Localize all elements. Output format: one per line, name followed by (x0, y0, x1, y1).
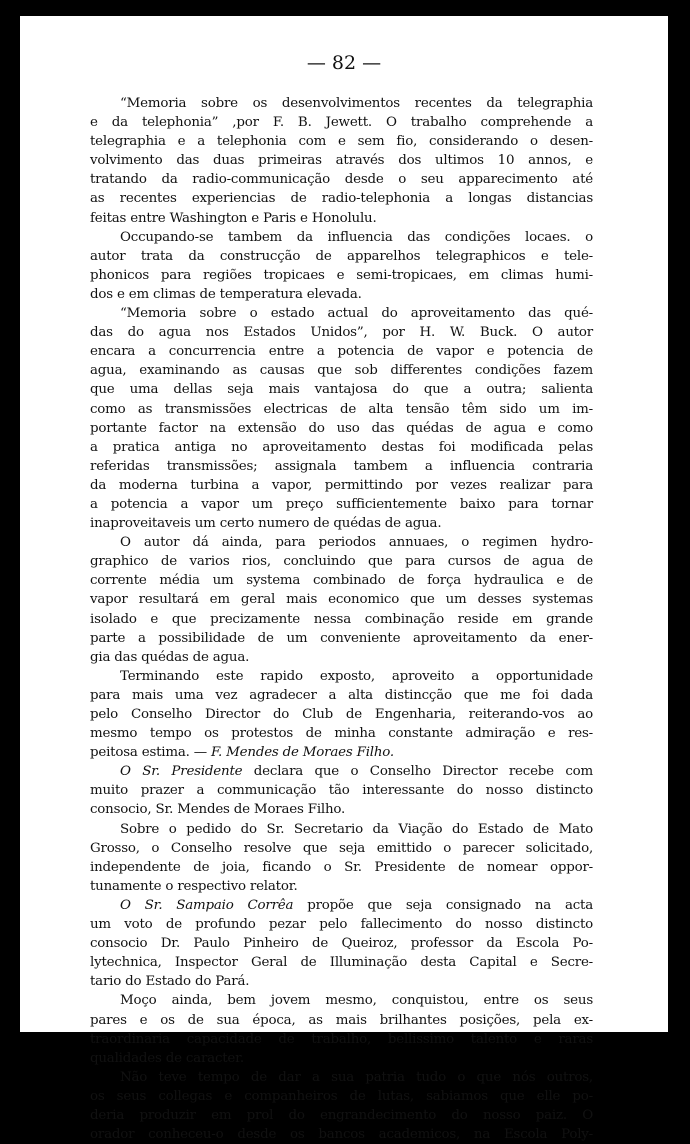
line-text: Terminando este rapido exposto, aproveito a opportunidade (120, 668, 593, 684)
text-line (90, 934, 593, 953)
text-line (90, 419, 593, 438)
line-text: encara a concurrencia entre a potencia de vapor e potencia de (90, 344, 593, 360)
text-line (90, 476, 593, 495)
line-text: Sobre o pedido do Sr. Secretario da Viação do Estado de Mato (120, 821, 593, 837)
text-line (90, 514, 593, 533)
text-line (90, 839, 593, 858)
text-line (90, 590, 593, 609)
text-line (90, 457, 593, 476)
page-number: — 82 — (306, 52, 382, 74)
line-text: que uma dellas seja mais vantajosa do que a outra; salienta (90, 382, 593, 398)
line-text: os seus collegas e companheiros de lutas, sabiamos que elle po- (90, 1088, 593, 1104)
text-line (90, 552, 593, 571)
line-text: “Memoria sobre os desenvolvimentos recentes da telegraphia (120, 96, 593, 111)
text-line (90, 132, 593, 151)
line-text: vapor resultará em geral mais economico que um desses systemas (90, 592, 593, 608)
text-line (90, 800, 593, 819)
line-text: inaproveitaveis um certo numero de quédas de agua. (90, 516, 442, 532)
text-line (90, 342, 593, 361)
text-line (90, 705, 593, 724)
line-text: das do agua nos Estados Unidos”, por H. W. Buck. O autor (90, 325, 593, 341)
line-text: feitas entre Washington e Paris e Honolulu. (90, 210, 377, 226)
text-line (90, 400, 593, 419)
text-line (90, 209, 593, 228)
line-text: corrente média um systema combinado de força hydraulica e de (90, 573, 593, 589)
line-text: da moderna turbina a vapor, permittindo por vezes realizar para (90, 477, 593, 493)
text-line (90, 571, 593, 590)
line-text: O autor dá ainda, para periodos annuaes, o regimen hydro- (120, 535, 593, 551)
text-line (90, 151, 593, 170)
text-line (90, 1125, 593, 1144)
text-line (90, 686, 593, 705)
line-text: volvimento das duas primeiras através dos ultimos 10 annos, e (90, 153, 593, 169)
line-text: independente de joia, ficando o Sr. Presidente de nomear oppor- (90, 859, 593, 875)
line-text: consocio Dr. Paulo Pinheiro de Queiroz, professor da Escola Po- (90, 936, 593, 952)
line-text: consocio, Sr. Mendes de Moraes Filho. (90, 802, 346, 818)
line-text: agua, examinando as causas que sob differentes condições fazem (90, 363, 593, 379)
line-text: mesmo tempo os protestos de minha constante admiração e res- (90, 726, 593, 742)
text-line (90, 724, 593, 743)
line-text: as recentes experiencias de radio-telephonia a longas distancias (90, 191, 593, 207)
text-line (90, 1049, 593, 1068)
line-text: muito prazer a communicação tão interessante do nosso distincto (90, 783, 593, 799)
line-text: graphico de varios rios, concluindo que para cursos de agua de (90, 554, 593, 570)
text-line (90, 896, 593, 915)
text-line (90, 495, 593, 514)
document-page (20, 16, 668, 1143)
line-text: tario do Estado do Pará. (90, 974, 250, 990)
line-text: pares e os de sua época, as mais brilhantes posições, pela ex- (90, 1012, 593, 1028)
text-line (90, 1011, 593, 1030)
line-text: parte a possibilidade de um conveniente aproveitamento da ener- (90, 630, 593, 646)
text-line (90, 743, 593, 762)
text-line (90, 94, 593, 113)
text-line (90, 1030, 593, 1049)
line-text: orador conheceu-o desde os bancos academicos, na Escola Poly- (90, 1127, 593, 1143)
text-line (90, 361, 593, 380)
text-line (90, 266, 593, 285)
body-text (90, 94, 593, 1144)
line-text: Não teve tempo de dar a sua patria tudo o que nós outros, (120, 1069, 593, 1085)
text-line (90, 323, 593, 342)
text-line (90, 781, 593, 800)
text-line (90, 1087, 593, 1106)
text-line (90, 610, 593, 629)
text-line (90, 648, 593, 667)
text-line (90, 972, 593, 991)
text-line (90, 1068, 593, 1087)
line-text-after: declara que o Conselho Director recebe com (242, 764, 593, 780)
text-line (90, 380, 593, 399)
line-text: telegraphia e a telephonia com e sem fio, considerando o desen- (90, 134, 593, 150)
line-text: lytechnica, Inspector Geral de Illuminação desta Capital e Secre- (90, 955, 593, 971)
line-text: isolado e que precizamente nessa combinação reside em grande (90, 611, 593, 627)
text-line (90, 533, 593, 552)
line-text: qualidades de caracter. (90, 1050, 244, 1066)
text-line (90, 170, 593, 189)
line-text: referidas transmissões; assignala tambem a influencia contraria (90, 458, 593, 474)
line-text: gia das quédas de agua. (90, 649, 250, 665)
italic-text: O Sr. Presidente (120, 764, 243, 780)
text-line (90, 285, 593, 304)
text-line (90, 820, 593, 839)
line-text: deria produzir em prol do engrandecimento do nosso paiz. O (90, 1107, 593, 1123)
line-text: Moço ainda, bem jovem mesmo, conquistou, entre os seus (120, 993, 593, 1009)
text-line (90, 991, 593, 1010)
text-line (90, 228, 593, 247)
line-text: phonicos para regiões tropicaes e semi-tropicaes, em climas humi- (90, 267, 593, 283)
line-text: portante factor na extensão do uso das quédas de agua e como (90, 420, 593, 436)
text-line (90, 953, 593, 972)
line-text: Grosso, o Conselho resolve que seja emittido o parecer solicitado, (90, 840, 593, 856)
text-line (90, 858, 593, 877)
line-text: a pratica antiga no aproveitamento destas foi modificada pelas (90, 439, 593, 455)
line-text: um voto de profundo pezar pelo fallecimento do nosso distincto (90, 917, 593, 933)
line-text: traordinaria capacidade de trabalho, bellissimo talento e raras (90, 1031, 593, 1047)
line-text: pelo Conselho Director do Club de Engenharia, reiterando-vos ao (90, 707, 593, 722)
line-text: tratando da radio-communicação desde o seu apparecimento até (90, 172, 593, 188)
line-text: e da telephonia” ,por F. B. Jewett. O trabalho comprehende a (90, 115, 593, 131)
text-line (90, 113, 593, 132)
line-text-after: propõe que seja consignado na acta (293, 897, 593, 913)
text-line (90, 762, 593, 781)
line-text: para mais uma vez agradecer a alta distincção que me foi dada (90, 687, 593, 703)
line-text: tunamente o respectivo relator. (90, 878, 298, 894)
line-text: peitosa estima. — (90, 745, 212, 761)
line-text: Occupando-se tambem da influencia das condições locaes. o (120, 229, 593, 245)
text-line (90, 1106, 593, 1125)
text-line (90, 915, 593, 934)
text-line (90, 438, 593, 457)
italic-text: O Sr. Sampaio Corrêa (120, 897, 294, 913)
text-line (90, 629, 593, 648)
line-text: autor trata da construcção de apparelhos telegraphicos e tele- (90, 248, 593, 264)
line-text: como as transmissões electricas de alta tensão têm sido um im- (90, 401, 593, 417)
text-line (90, 247, 593, 266)
text-line (90, 667, 593, 686)
text-line (90, 189, 593, 208)
line-text: a potencia a vapor um preço sufficientemente baixo para tornar (90, 496, 593, 512)
line-text: dos e em climas de temperatura elevada. (90, 286, 362, 302)
line-text: “Memoria sobre o estado actual do aproveitamento das qué- (120, 306, 593, 322)
text-line (90, 877, 593, 896)
italic-text: F. Mendes de Moraes Filho. (211, 745, 394, 761)
text-line (90, 304, 593, 323)
